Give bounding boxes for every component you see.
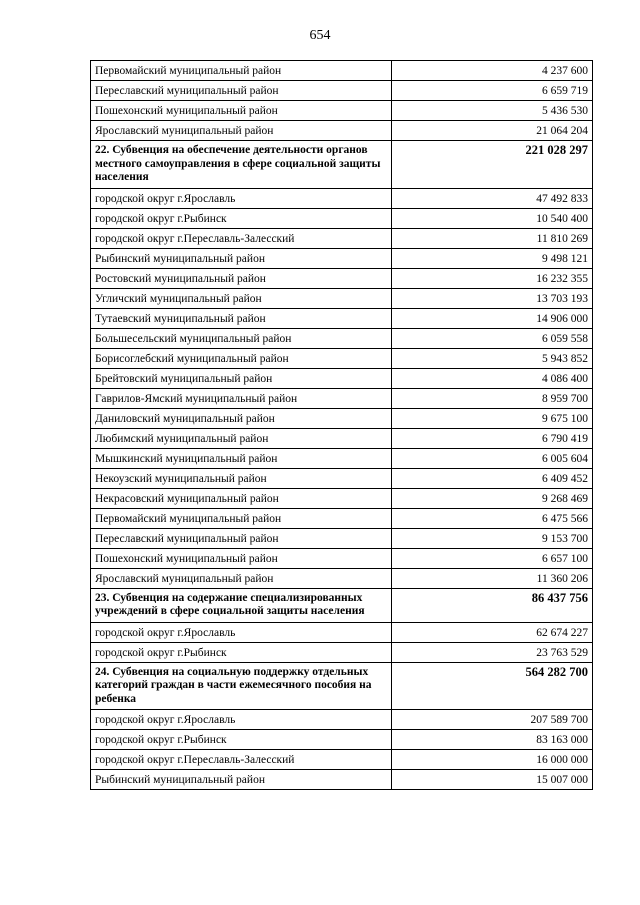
section-row bbox=[91, 141, 593, 189]
amount: 11 810 269 bbox=[392, 228, 593, 248]
recipient-name: Угличский муниципальный район bbox=[91, 288, 392, 308]
recipient-name: городской округ г.Рыбинск bbox=[91, 208, 392, 228]
amount: 9 675 100 bbox=[392, 408, 593, 428]
table-row bbox=[91, 468, 593, 488]
recipient-name: Переславский муниципальный район bbox=[91, 528, 392, 548]
amount: 10 540 400 bbox=[392, 208, 593, 228]
recipient-name: Ярославский муниципальный район bbox=[91, 568, 392, 588]
section-row bbox=[91, 662, 593, 710]
recipient-name: Первомайский муниципальный район bbox=[91, 508, 392, 528]
amount: 6 790 419 bbox=[392, 428, 593, 448]
recipient-name: городской округ г.Рыбинск bbox=[91, 730, 392, 750]
recipient-name: Борисоглебский муниципальный район bbox=[91, 348, 392, 368]
table-row bbox=[91, 548, 593, 568]
amount: 83 163 000 bbox=[392, 730, 593, 750]
table-row bbox=[91, 528, 593, 548]
table-row bbox=[91, 188, 593, 208]
recipient-name: городской округ г.Ярославль bbox=[91, 622, 392, 642]
recipient-name: Некоузский муниципальный район bbox=[91, 468, 392, 488]
recipient-name: Некрасовский муниципальный район bbox=[91, 488, 392, 508]
recipient-name: городской округ г.Переславль-Залесский bbox=[91, 750, 392, 770]
recipient-name: Ростовский муниципальный район bbox=[91, 268, 392, 288]
recipient-name: Любимский муниципальный район bbox=[91, 428, 392, 448]
recipient-name: городской округ г.Рыбинск bbox=[91, 642, 392, 662]
table-row bbox=[91, 508, 593, 528]
table-row bbox=[91, 448, 593, 468]
table-row bbox=[91, 730, 593, 750]
table-row bbox=[91, 408, 593, 428]
amount: 16 000 000 bbox=[392, 750, 593, 770]
recipient-name: Даниловский муниципальный район bbox=[91, 408, 392, 428]
amount: 47 492 833 bbox=[392, 188, 593, 208]
table-row bbox=[91, 248, 593, 268]
amount: 11 360 206 bbox=[392, 568, 593, 588]
table-row bbox=[91, 61, 593, 81]
amount: 8 959 700 bbox=[392, 388, 593, 408]
table-row bbox=[91, 428, 593, 448]
table-row bbox=[91, 770, 593, 790]
page-number: 654 bbox=[309, 28, 331, 43]
table-row bbox=[91, 208, 593, 228]
table-row bbox=[91, 642, 593, 662]
section-total: 564 282 700 bbox=[392, 662, 593, 710]
table-row bbox=[91, 568, 593, 588]
recipient-name: Ярославский муниципальный район bbox=[91, 121, 392, 141]
table-row bbox=[91, 388, 593, 408]
table-row bbox=[91, 121, 593, 141]
recipient-name: Рыбинский муниципальный район bbox=[91, 770, 392, 790]
recipient-name: Переславский муниципальный район bbox=[91, 81, 392, 101]
amount: 6 659 719 bbox=[392, 81, 593, 101]
table-row bbox=[91, 308, 593, 328]
section-title: 23. Субвенция на содержание специализированных учреждений в сфере социальной защиты населения bbox=[91, 588, 392, 622]
amount: 5 436 530 bbox=[392, 101, 593, 121]
amount: 62 674 227 bbox=[392, 622, 593, 642]
table-row bbox=[91, 710, 593, 730]
amount: 5 943 852 bbox=[392, 348, 593, 368]
amount: 6 005 604 bbox=[392, 448, 593, 468]
table-row bbox=[91, 622, 593, 642]
table-row bbox=[91, 750, 593, 770]
table-row bbox=[91, 348, 593, 368]
amount: 6 059 558 bbox=[392, 328, 593, 348]
section-total: 221 028 297 bbox=[392, 141, 593, 189]
recipient-name: городской округ г.Переславль-Залесский bbox=[91, 228, 392, 248]
table-row bbox=[91, 488, 593, 508]
recipient-name: Пошехонский муниципальный район bbox=[91, 548, 392, 568]
amount: 6 475 566 bbox=[392, 508, 593, 528]
table-row bbox=[91, 228, 593, 248]
amount: 23 763 529 bbox=[392, 642, 593, 662]
recipient-name: Большесельский муниципальный район bbox=[91, 328, 392, 348]
section-title: 22. Субвенция на обеспечение деятельности органов местного самоуправления в сфере социальной защиты населения bbox=[91, 141, 392, 189]
table-row bbox=[91, 328, 593, 348]
amount: 6 409 452 bbox=[392, 468, 593, 488]
recipient-name: Рыбинский муниципальный район bbox=[91, 248, 392, 268]
recipient-name: Брейтовский муниципальный район bbox=[91, 368, 392, 388]
recipient-name: Тутаевский муниципальный район bbox=[91, 308, 392, 328]
amount: 15 007 000 bbox=[392, 770, 593, 790]
table-row bbox=[91, 81, 593, 101]
section-row bbox=[91, 588, 593, 622]
amount: 9 268 469 bbox=[392, 488, 593, 508]
amount: 13 703 193 bbox=[392, 288, 593, 308]
amount: 6 657 100 bbox=[392, 548, 593, 568]
table-row bbox=[91, 288, 593, 308]
recipient-name: Гаврилов-Ямский муниципальный район bbox=[91, 388, 392, 408]
section-total: 86 437 756 bbox=[392, 588, 593, 622]
table-row bbox=[91, 268, 593, 288]
budget-table bbox=[90, 60, 593, 790]
recipient-name: Пошехонский муниципальный район bbox=[91, 101, 392, 121]
table-row bbox=[91, 368, 593, 388]
budget-table-body bbox=[91, 61, 593, 790]
amount: 9 498 121 bbox=[392, 248, 593, 268]
table-row bbox=[91, 101, 593, 121]
amount: 16 232 355 bbox=[392, 268, 593, 288]
recipient-name: городской округ г.Ярославль bbox=[91, 710, 392, 730]
amount: 21 064 204 bbox=[392, 121, 593, 141]
amount: 4 086 400 bbox=[392, 368, 593, 388]
section-title: 24. Субвенция на социальную поддержку отдельных категорий граждан в части ежемесячного пособия на ребенка bbox=[91, 662, 392, 710]
amount: 4 237 600 bbox=[392, 61, 593, 81]
amount: 14 906 000 bbox=[392, 308, 593, 328]
amount: 9 153 700 bbox=[392, 528, 593, 548]
recipient-name: городской округ г.Ярославль bbox=[91, 188, 392, 208]
recipient-name: Первомайский муниципальный район bbox=[91, 61, 392, 81]
amount: 207 589 700 bbox=[392, 710, 593, 730]
recipient-name: Мышкинский муниципальный район bbox=[91, 448, 392, 468]
